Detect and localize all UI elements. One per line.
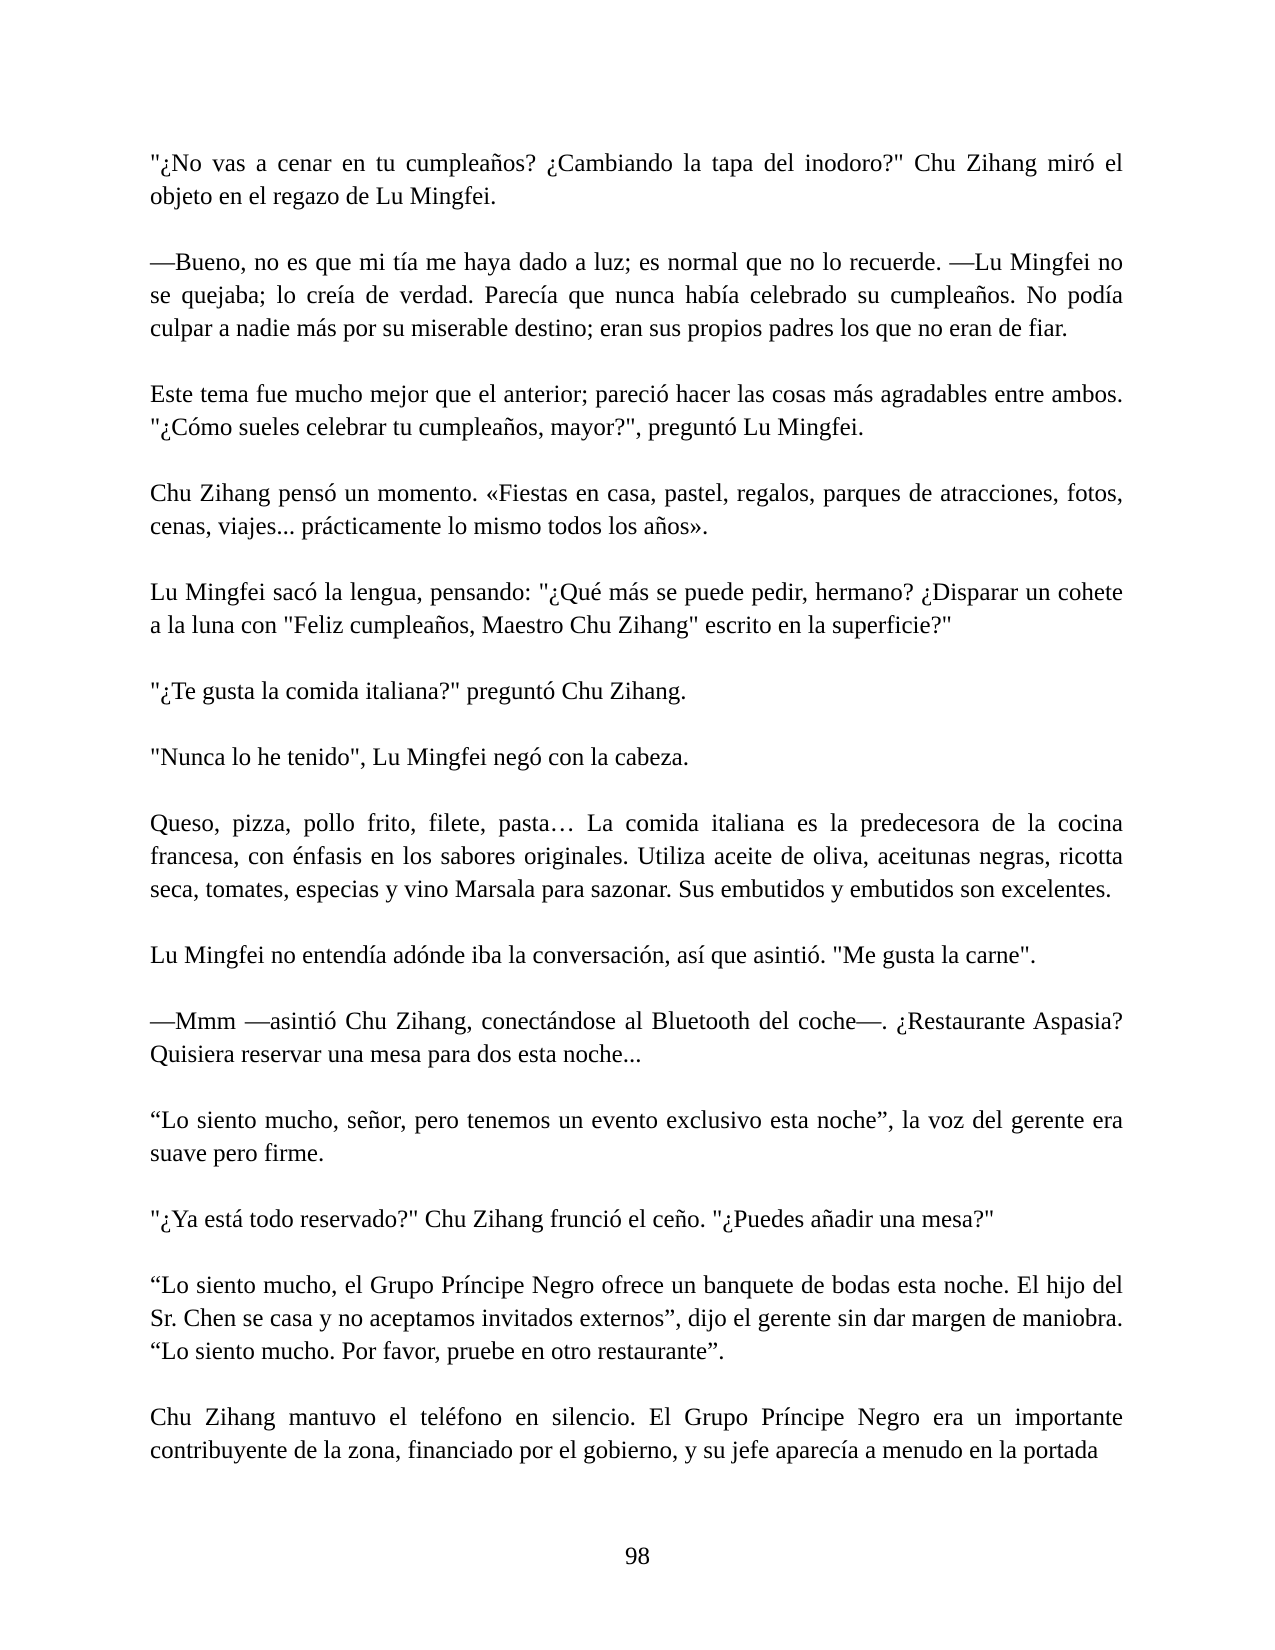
paragraph: Lu Mingfei sacó la lengua, pensando: "¿Qué más se puede pedir, hermano? ¿Disparar un cohete a la luna con "Feliz cumpleaños, Maestro Chu Zihang" escrito en la superficie?"	[150, 579, 1123, 639]
paragraph: Queso, pizza, pollo frito, filete, pasta… La comida italiana es la predecesora de la cocina francesa, con énfasis en los sabores originales. Utiliza aceite de oliva, aceitunas negras, ricotta seca, tomates, especias y vino Marsala para sazonar. Sus embutidos y embutidos son excelentes.	[150, 810, 1123, 903]
paragraph: “Lo siento mucho, el Grupo Príncipe Negro ofrece un banquete de bodas esta noche. El hijo del Sr. Chen se casa y no aceptamos invitados externos”, dijo el gerente sin dar margen de maniobra. “Lo siento mucho. Por favor, pruebe en otro restaurante”.	[150, 1272, 1123, 1365]
paragraph: Lu Mingfei no entendía adónde iba la conversación, así que asintió. "Me gusta la carne".	[150, 942, 1037, 969]
paragraph: Chu Zihang mantuvo el teléfono en silencio. El Grupo Príncipe Negro era un importante contribuyente de la zona, financiado por el gobierno, y su jefe aparecía a menudo en la portada	[150, 1404, 1123, 1464]
paragraph: "¿Te gusta la comida italiana?" preguntó Chu Zihang.	[150, 678, 687, 705]
page-number: 98	[625, 1543, 650, 1570]
paragraph: "Nunca lo he tenido", Lu Mingfei negó con la cabeza.	[150, 744, 689, 771]
paragraph: —Mmm —asintió Chu Zihang, conectándose al Bluetooth del coche—. ¿Restaurante Aspasia? Quisiera reservar una mesa para dos esta noche...	[150, 1008, 1123, 1068]
paragraph: "¿No vas a cenar en tu cumpleaños? ¿Cambiando la tapa del inodoro?" Chu Zihang miró el objeto en el regazo de Lu Mingfei.	[150, 150, 1123, 210]
paragraph: “Lo siento mucho, señor, pero tenemos un evento exclusivo esta noche”, la voz del gerente era suave pero firme.	[150, 1107, 1123, 1167]
paragraph: Chu Zihang pensó un momento. «Fiestas en casa, pastel, regalos, parques de atracciones, fotos, cenas, viajes... prácticamente lo mismo todos los años».	[150, 480, 1123, 540]
paragraph: —Bueno, no es que mi tía me haya dado a luz; es normal que no lo recuerde. —Lu Mingfei no se quejaba; lo creía de verdad. Parecía que nunca había celebrado su cumpleaños. No podía culpar a nadie más por su miserable destino; eran sus propios padres los que no eran de fiar.	[150, 249, 1123, 342]
paragraph: "¿Ya está todo reservado?" Chu Zihang frunció el ceño. "¿Puedes añadir una mesa?"	[150, 1206, 995, 1233]
page-text-block	[150, 147, 1123, 1500]
paragraph: Este tema fue mucho mejor que el anterior; pareció hacer las cosas más agradables entre ambos. "¿Cómo sueles celebrar tu cumpleaños, mayor?", preguntó Lu Mingfei.	[150, 381, 1123, 441]
